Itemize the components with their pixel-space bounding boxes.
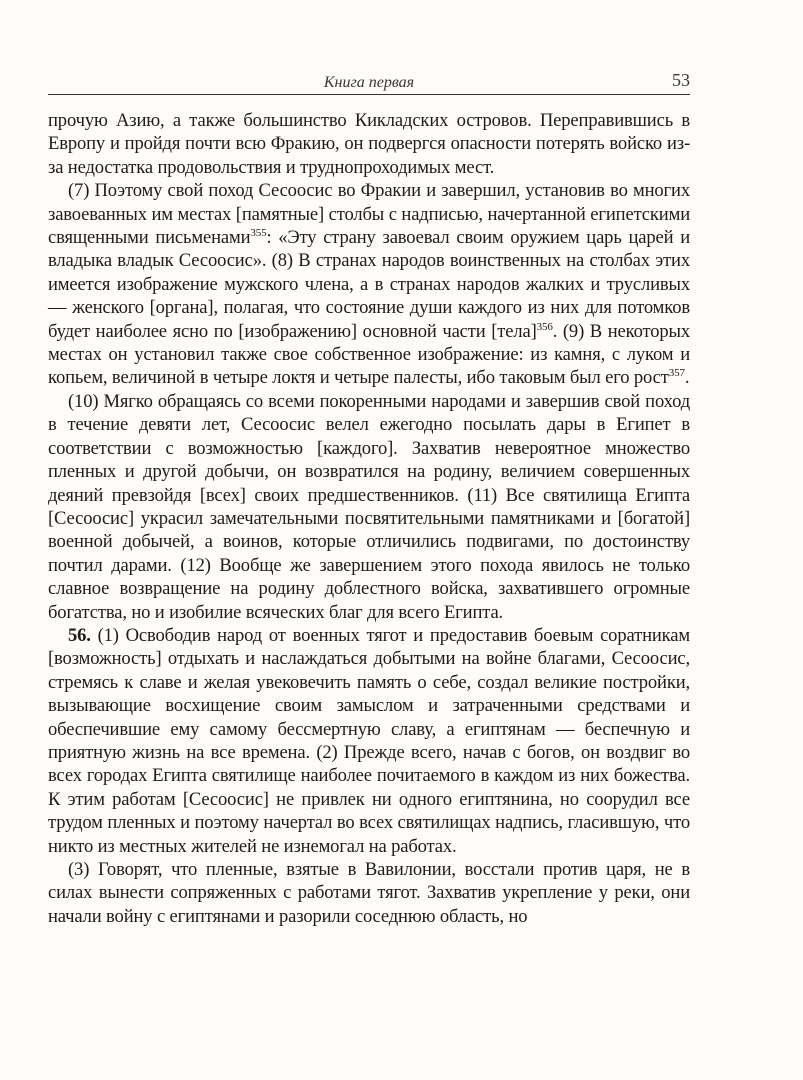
running-header xyxy=(48,68,690,95)
paragraph-7-9: (7) Поэтому свой поход Сесоосис во Фракии и завершил, установив во многих завоеванных им местах [памятные] столбы с надписью, начертанной египетскими священными письменами$^{355}$: «Эту страну завоевал своим оружием царь царей и владыка владык Сесоосис». (8) В странах народов воинственных на столбах этих имеется изображение мужского члена, а в странах народов жалких и трусливых — женского [органа], полагая, что состояние души каждого из них для потомков будет наиболее ясно по [изображению] основной части [тела]$^{356}$. (9) В некоторых местах он установил также свое собственное изображение: из камня, с луком и копьем, величиной в четыре локтя и четыре палесты, ибо таковым был его рост$^{357}$. xyxy=(48,180,691,389)
footnote-ref-356[interactable]: 356 xyxy=(536,320,553,333)
page-number: 53 xyxy=(672,70,690,90)
chapter-number: 56. xyxy=(68,624,91,646)
book-page xyxy=(48,68,690,928)
body-text xyxy=(48,109,690,928)
paragraph-3: (3) Говорят, что пленные, взятые в Вавилонии, восстали против царя, не в силах вынести сопряженных с работами тягот. Захватив укрепление у реки, они начали войну с египтянами и разорили соседнюю область, но xyxy=(48,859,690,927)
paragraph-continuation: прочую Азию, а также большинство Кикладских островов. Переправившись в Европу и пройдя почти всю Фракию, он подвергся опасности потерять войско из-за недостатка продовольствия и труднопроходимых мест. xyxy=(48,110,690,178)
footnote-ref-355[interactable]: 355 xyxy=(250,227,267,240)
chapter-56-paragraph: 56. (1) Освободив народ от военных тягот и предоставив боевым соратникам [возможность] отдыхать и наслаждаться добытыми на войне благами, Сесоосис, стремясь к славе и желая увековечить память о себе, создал великие постройки, вызывающие восхищение своим замыслом и затраченными средствами и обеспечившие ему самому бессмертную славу, а египтянам — беспечную и приятную жизнь на все времена. (2) Прежде всего, начав с богов, он воздвиг во всех городах Египта святилище наиболее почитаемого в каждом из них божества. К этим работам [Сесоосис] не привлек ни одного египтянина, но соорудил все трудом пленных и поэтому начертал во всех святилищах надпись, гласившую, что никто из местных жителей не изнемогал на работах. xyxy=(48,624,690,857)
paragraph-10-12: (10) Мягко обращаясь со всеми покоренными народами и завершив свой поход в течение девяти лет, Сесоосис велел ежегодно посылать дары в Египет в соответствии с возможностью [каждого]. Захватив невероятное множество пленных и другой добычи, он возвратился на родину, величием совершенных деяний превзойдя [всех] своих предшественников. (11) Все святилища Египта [Сесоосис] украсил замечательными посвятительными памятниками и [богатой] военной добычей, а воинов, которые отличились подвигами, по достоинству почтил дарами. (12) Вообще же завершением этого похода явилось не только славное возвращение на родину доблестного войска, захватившего огромные богатства, но и изобилие всяческих благ для всего Египта. xyxy=(48,390,690,623)
footnote-ref-357[interactable]: 357 xyxy=(668,367,685,380)
running-title: Книга первая xyxy=(323,74,415,91)
